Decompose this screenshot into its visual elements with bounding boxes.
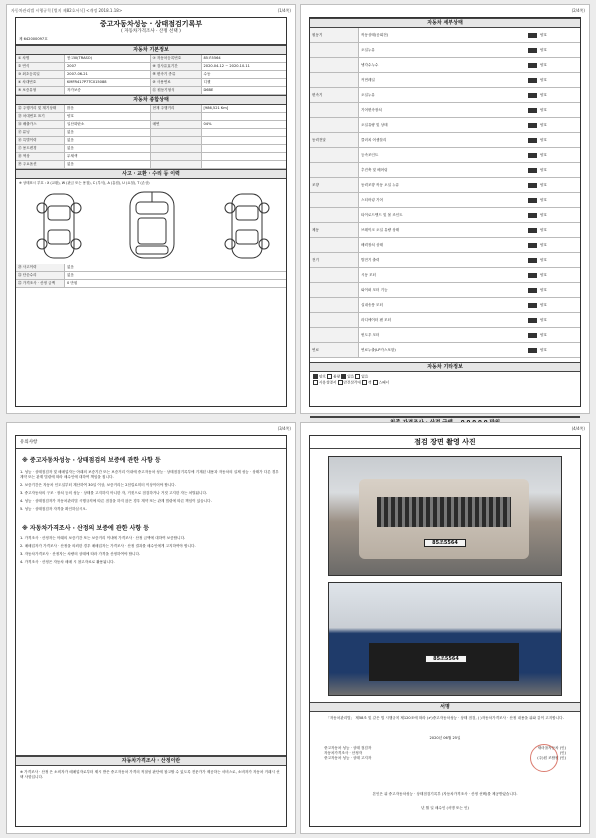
row-value: 없음 [67,130,74,134]
signer-role: 중고자동차 성능 · 상태 점검자 [324,746,372,750]
photo-heading: 점검 장면 촬영 사진 [310,436,580,449]
detail-row [310,253,580,268]
table-row [16,161,286,169]
page-number: (2/4쪽) [571,8,585,13]
detail-item: 라디에이터 팬 모터 [361,318,392,322]
accident-heading: 사고 · 교환 · 수리 등 이력 [16,169,286,179]
table-row [16,71,286,79]
row-label: ⑬ 차대번호 표기 [16,113,65,120]
detail-item: 타이로드엔드 및 볼 조인트 [361,213,403,217]
detail-row [310,178,580,193]
detail-status: 양호 [526,148,580,162]
doc-number: 제 642000097호 [16,35,286,45]
warranty-notes [16,470,286,512]
detail-item: 배력장치 상태 [361,243,383,247]
detail-status: 양호 [526,268,580,282]
detail-status: 양호 [526,58,580,72]
license-plate: 85조5564 [424,539,466,547]
detail-row [310,298,580,313]
price-notes [16,536,286,565]
row-label-2 [150,161,202,168]
row-label-2: ⑦ 자동차등록번호 [150,55,202,62]
row-value-2 [202,129,287,136]
price-info-text: ※ 가격조사 · 산정 은 소비자가 매매업자로부터 제시 받은 중고자동차 가격의 적절성 판단에 참고할 수 있도록 전문가가 제공하는 서비스로, 소비자가 자동차 거래시 선택 사항입니다. [20,770,280,779]
car-right-icon [216,190,276,262]
detail-group: 연료 [310,343,359,357]
detail-group [310,148,359,162]
detail-item: 오일누유 [361,48,375,52]
signer-role: 중고자동차 성능 · 상태 고지자 [324,756,372,760]
row-label: ⑰ 용도변경 [16,145,65,152]
detail-status: 양호 [526,253,580,267]
rear-plate: 85조5564 [425,655,467,663]
signer-name: 새마을자동차 (인) [537,746,566,750]
price-info-box [16,755,286,826]
details-heading: 자동차 세부상태 [310,18,580,28]
row-value: 0 만원 [67,281,78,285]
detail-status: 양호 [526,43,580,57]
detail-item: 시동 모터 [361,273,377,277]
basic-info-heading: 자동차 기본정보 [16,45,286,55]
row-label: ⑱ 색상 [16,153,65,160]
form-subtitle: ( 자동차가격조사 · 산정 선택 ) [121,29,181,34]
row-label: ① 차명 [16,55,65,62]
detail-item: 추진축 및 베어링 [361,168,388,172]
detail-row [310,88,580,103]
row-value: 자가보증 [67,88,81,92]
detail-row [310,208,580,223]
notice-label: 유의사항 [16,436,286,449]
detail-row [310,43,580,58]
row-label: ② 연식 [16,63,65,70]
detail-item: 스티어링 기어 [361,198,383,202]
table-row [16,272,286,280]
page-1 [6,4,296,414]
row-value: KMFR417P7TC015088 [67,80,107,84]
detail-group [310,268,359,282]
accident-note: ※ 상태표시 부호 : X (교환), W (판금 또는 용접), C (부식), A (흠집), U (요철), T (손상) [19,181,150,185]
detail-group [310,328,359,342]
row-label: ⑳ 사고이력 [16,264,65,271]
row-label-2: ⑨ 변속기 종류 [150,71,202,78]
row-value: 많음 [67,106,74,110]
row-label: ④ 차대번호 [16,79,65,86]
detail-group [310,73,359,87]
page-2 [300,4,590,414]
detail-status: 양호 [526,178,580,192]
row-value-2 [202,137,287,144]
notice-item: 1. 성능 · 상태점검자 및 매매업자는 아래의 보증기간 또는 보증거리 이내에 중고자동차 성능 · 상태점검기록부에 기재된 내용과 자동차의 실제 성능 · 상태가 다른 경우 계약 또는 관계 법령에 따라 매수인에 대하여 책임을 집니다. [20,470,279,479]
row-label-2 [150,129,202,136]
notice-frame [15,435,287,827]
detail-status: 양호 [526,163,580,177]
detail-status: 양호 [526,88,580,102]
detail-row [310,223,580,238]
row-value-2: 수동 [203,72,211,76]
row-value-2: D6BE [203,88,214,92]
detail-row [310,328,580,343]
row-value: 무채색 [67,154,78,158]
row-value: 없음 [67,146,74,150]
row-value-2: [986,521 Km] [203,106,229,110]
detail-row [310,28,580,43]
row-value: 없음 [67,138,74,142]
row-label: ⑭ 배출가스 [16,121,65,128]
detail-group [310,313,359,327]
price-warranty-heading: ※ 자동차가격조사 · 산정의 보증에 관한 사항 등 [22,525,150,532]
detail-row [310,58,580,73]
accident-table [16,264,286,288]
detail-item: 와이퍼 모터 기능 [361,288,388,292]
detail-group [310,58,359,72]
car-diagrams [16,186,286,264]
row-value-2 [202,145,287,152]
row-label-2: ⑪ 원동기형식 [150,87,202,94]
detail-group: 원동기 [310,28,359,42]
detail-group [310,103,359,117]
detail-group [310,283,359,297]
table-row [16,79,286,87]
detail-group [310,193,359,207]
detail-row [310,238,580,253]
summary-heading: 자동차 종합상태 [16,95,286,105]
detail-item: 동력조향 작동 오일 누유 [361,183,400,187]
row-value: 없음 [67,162,74,166]
detail-item: 연료누출(LP가스포함) [361,348,396,352]
signature-text: 「자동차관리법」 제58조 및 같은 법 시행규칙 제120조에 따라 (✔)중고자동차성능 · 상태 점검, ( )자동차가격조사 · 산정 내용을 위와 같이 고지합니다. [326,716,564,720]
detail-item: 커먼레일 [361,78,375,82]
row-label-2: 현재 주행거리 [150,105,202,112]
table-row [16,55,286,63]
detail-status: 양호 [526,313,580,327]
row-value: 없음 [67,273,74,277]
other-info-box: 양호 불량 있음 없음 사용설명서 안전삼각대 잭 스패너 [310,372,580,417]
detail-item: 윈도우 모터 [361,333,380,337]
detail-item: 클러치 어셈블리 [361,138,387,142]
page-3 [6,422,296,834]
details-table [310,28,580,358]
detail-group: 제동 [310,223,359,237]
row-value-2 [202,161,287,168]
signer-name: (인) [559,751,566,755]
row-label-2: 매연 [150,121,202,128]
detail-group: 변속기 [310,88,359,102]
summary-table [16,105,286,169]
detail-row [310,283,580,298]
detail-group [310,43,359,57]
table-row [16,87,286,95]
row-label-2: ⑩ 사용연료 [150,79,202,86]
detail-status: 양호 [526,28,580,42]
form-header: 자동차관리법 시행규칙 [별지 제82호서식] <개정 2018.1.18> [11,8,123,13]
row-value: 2007 [67,64,77,68]
detail-row [310,163,580,178]
notice-item: 3. 자동차가격조사 · 산정자는 차량의 상태에 따라 가격을 산정하여야 합니다. [20,552,141,556]
notice-item: 2. 매매업자가 가격조사 · 산정을 의뢰한 경우 매매업자는 가격조사 · 산정 결과를 매수인에게 고지하여야 합니다. [20,544,196,548]
row-value: 봉고III(TRASO) [67,56,93,60]
detail-group: 동력전달 [310,133,359,147]
notice-item: 4. 가격조사 · 산정은 자동차 매매 시 참고자료로 활용됩니다. [20,560,115,564]
form-frame [309,17,581,407]
detail-item: 오일누유 [361,93,375,97]
row-label-2 [150,153,202,160]
row-label: ⑲ 주요옵션 [16,161,65,168]
detail-item: 작동상태(공회전) [361,33,389,37]
photo-frame [309,435,581,827]
signature-date: 2020년 06월 25일 [429,736,461,740]
table-row [16,153,286,161]
row-value: 없음 [67,265,74,269]
detail-row [310,118,580,133]
detail-status: 양호 [526,118,580,132]
detail-row [310,343,580,358]
car-top-icon [116,188,188,262]
page-4 [300,422,590,834]
notice-item: 4. 성능 · 상태점검자가 자동차관리법 시행규칙에 따른 점검을 하지 않은 경우 계약 또는 관계 법령에 따른 책임이 있습니다. [20,499,212,503]
row-label: ⑤ 보증유형 [16,87,65,94]
row-label: ㉒ 가격조사 · 산정 금액 [16,280,65,287]
detail-item: 등속조인트 [361,153,379,157]
signature-heading: 서명 [310,702,580,712]
row-value-2: 85조5564 [203,56,221,60]
row-label: ③ 최초등록일 [16,71,65,78]
other-info-heading: 자동차 기타정보 [310,362,580,372]
form-title: 중고자동차성능 · 상태점검기록부 [99,20,203,28]
price-info-heading: 자동차가격조사 · 산정이란 [16,756,286,766]
detail-status: 양호 [526,103,580,117]
detail-group [310,118,359,132]
detail-item: 실내송풍 모터 [361,303,383,307]
notice-item: 1. 가격조사 · 산정자는 아래의 보증기간 또는 보증거리 이내에 가격조사 · 산정 금액에 대하여 보증합니다. [20,536,186,540]
row-label-2: ⑧ 검사유효기간 [150,63,202,70]
detail-status: 양호 [526,238,580,252]
row-label: ⑯ 특별이력 [16,137,65,144]
page-number: (1/4쪽) [277,8,291,13]
detail-status: 양호 [526,208,580,222]
row-label-2 [150,113,202,120]
row-label: ⑫ 주행거리 및 계기상태 [16,105,65,112]
form-frame [15,17,287,407]
detail-status: 양호 [526,193,580,207]
detail-item: 오일유량 및 상태 [361,123,388,127]
table-row [16,63,286,71]
row-value-2: 디젤 [203,80,211,84]
truck-rear-photo [328,582,562,696]
table-row [16,145,286,153]
detail-row [310,73,580,88]
row-value-2 [202,153,287,160]
table-row [16,121,286,129]
row-value-2 [202,113,287,120]
notice-item: 2. 보증기간은 자동차 인도일부터 계산하여 30일 이상, 보증거리는 2천킬로미터 이상이어야 합니다. [20,483,176,487]
page-number: (3/4쪽) [277,426,291,431]
detail-group [310,298,359,312]
basic-info-table [16,55,286,95]
table-row [16,280,286,288]
detail-status: 양호 [526,223,580,237]
detail-status: 양호 [526,298,580,312]
detail-group: 전기 [310,253,359,267]
table-row [16,137,286,145]
detail-status: 양호 [526,133,580,147]
table-row [16,129,286,137]
signer-role: 자동차가격조사 · 산정자 [324,751,363,755]
row-value: 2007-06-21 [67,72,88,76]
signer-name: (주)원 조합원 (인) [537,756,566,760]
warranty-heading: ※ 중고자동차성능 · 상태점검의 보증에 관한 사항 등 [22,457,161,464]
row-value: 양호 [67,114,74,118]
row-label-2 [150,137,202,144]
detail-item: 기어변속장치 [361,108,382,112]
detail-item: 발전기 출력 [361,258,380,262]
row-label: ㉑ 단순수리 [16,272,65,279]
detail-group: 조향 [310,178,359,192]
row-value: 일산화탄소 [67,122,85,126]
truck-grille-icon [377,497,511,527]
row-label: ⑮ 튜닝 [16,129,65,136]
detail-group [310,163,359,177]
detail-item: 브레이크 오일 유량 상태 [361,228,400,232]
table-row [16,264,286,272]
detail-status: 양호 [526,328,580,342]
detail-row [310,133,580,148]
detail-row [310,103,580,118]
table-row [16,113,286,121]
row-value-2: 04% [203,122,212,126]
notice-item: 5. 성능 · 상태점검자 자격을 확인하십시오. [20,507,87,511]
row-label-2 [150,145,202,152]
detail-status: 양호 [526,73,580,87]
detail-status: 양호 [526,343,580,357]
company-seal-icon [530,744,558,772]
table-row [16,105,286,113]
detail-group [310,238,359,252]
detail-status: 양호 [526,283,580,297]
buyer-sign-line: 년 월 일 매수인 (서명 또는 인) [421,806,469,810]
car-left-icon [30,190,90,262]
detail-row [310,268,580,283]
page-number: (4/4쪽) [571,426,585,431]
detail-row [310,193,580,208]
detail-item: 냉각수누수 [361,63,379,67]
truck-front-photo [328,456,562,576]
buyer-statement: 본인은 위 중고자동차성능 · 상태점검기록부 (자동차가격조사 · 산정 선택)를 제공받았습니다. [372,792,518,796]
row-value-2: 2020.04.12 ~ 2020.10.11 [203,64,250,68]
detail-row [310,313,580,328]
detail-row [310,148,580,163]
notice-item: 3. 중고자동차의 구조 · 장치 등의 성능 · 상태를 고지하지 아니한 자, 거짓으로 점검하거나 거짓 고지한 자는 처벌됩니다. [20,491,208,495]
detail-group [310,208,359,222]
